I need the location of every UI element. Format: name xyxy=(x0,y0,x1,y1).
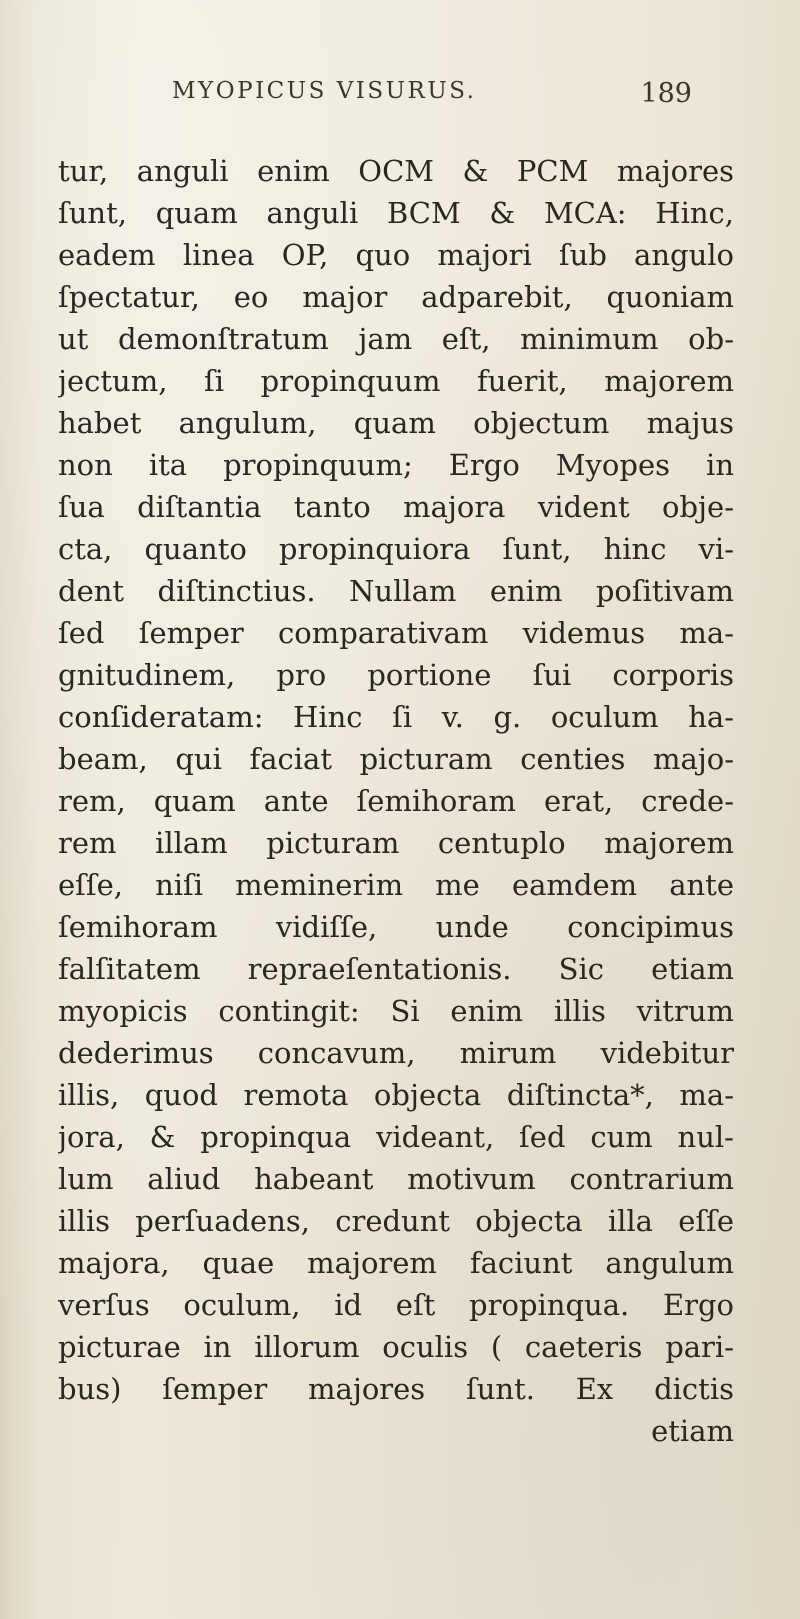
text-line: falſitatem repraeſentationis. Sic etiam xyxy=(58,952,734,986)
text-line: ſed ſemper comparativam videmus ma- xyxy=(58,616,734,650)
catchword: etiam xyxy=(651,1414,734,1448)
text-line: ſemihoram vidiſſe, unde concipimus xyxy=(58,910,734,944)
text-line: jectum, ſi propinquum fuerit, majorem xyxy=(58,364,734,398)
text-line: verſus oculum, id eſt propinqua. Ergo xyxy=(58,1288,734,1322)
text-line: rem, quam ante ſemihoram erat, crede- xyxy=(58,784,734,818)
text-line: ſunt, quam anguli BCM & MCA: Hinc, xyxy=(58,196,734,230)
text-line: majora, quae majorem faciunt angulum xyxy=(58,1246,734,1280)
text-line: conſideratam: Hinc ſi v. g. oculum ha- xyxy=(58,700,734,734)
text-line: rem illam picturam centuplo majorem xyxy=(58,826,734,860)
text-line: habet angulum, quam objectum majus xyxy=(58,406,734,440)
text-line: myopicis contingit: Si enim illis vitrum xyxy=(58,994,734,1028)
text-line: ſua diſtantia tanto majora vident obje- xyxy=(58,490,734,524)
page-number: 189 xyxy=(640,78,692,109)
text-line: lum aliud habeant motivum contrarium xyxy=(58,1162,734,1196)
text-line: beam, qui faciat picturam centies majo- xyxy=(58,742,734,776)
page-header xyxy=(172,78,692,118)
text-line: ut demonſtratum jam eſt, minimum ob- xyxy=(58,322,734,356)
body-text xyxy=(58,150,734,1452)
running-title: MYOPICUS VISURUS. xyxy=(172,78,477,104)
text-line: non ita propinquum; Ergo Myopes in xyxy=(58,448,734,482)
text-line: picturae in illorum oculis ( caeteris pari- xyxy=(58,1330,734,1364)
text-line: ſpectatur, eo major adparebit, quoniam xyxy=(58,280,734,314)
text-line: cta, quanto propinquiora ſunt, hinc vi- xyxy=(58,532,734,566)
text-line: gnitudinem, pro portione ſui corporis xyxy=(58,658,734,692)
text-line: illis perſuadens, credunt objecta illa eſſe xyxy=(58,1204,734,1238)
text-line: eſſe, niſi meminerim me eamdem ante xyxy=(58,868,734,902)
text-line: dent diſtinctius. Nullam enim poſitivam xyxy=(58,574,734,608)
text-line: eadem linea OP, quo majori ſub angulo xyxy=(58,238,734,272)
text-line: jora, & propinqua videant, ſed cum nul- xyxy=(58,1120,734,1154)
text-line: illis, quod remota objecta diſtincta*, ma- xyxy=(58,1078,734,1112)
text-line: tur, anguli enim OCM & PCM majores xyxy=(58,154,734,188)
text-line: dederimus concavum, mirum videbitur xyxy=(58,1036,734,1070)
text-line: bus) ſemper majores ſunt. Ex dictis xyxy=(58,1372,734,1406)
